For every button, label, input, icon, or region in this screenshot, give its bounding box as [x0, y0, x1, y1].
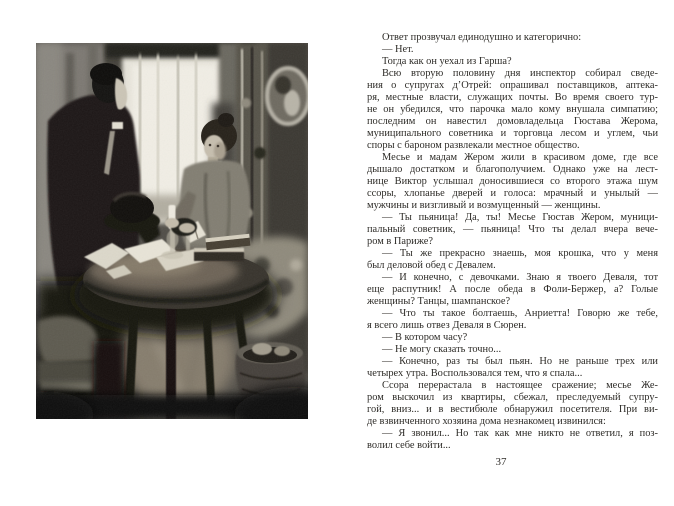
text-line: Месье и мадам Жером жили в красивом доме, где все: [382, 152, 658, 163]
text-line: муниципального советника и торговца лесом и углем, чьи: [367, 128, 658, 139]
text-line: — Конечно, раз ты был пьян. Но не раньше трех или: [382, 356, 658, 367]
text-line: последним он навестил домовладельца Гюстава Жерома,: [367, 116, 658, 127]
text-line: ря, местные власти, служащих почты. Во время своего тур-: [367, 92, 658, 103]
illustration-painting: [36, 43, 308, 419]
text-line: еще распутник! А после обеда в Фоли-Бержер, а? Голые: [367, 284, 658, 295]
text-line: — Ты же прекрасно знаешь, моя крошка, что у меня: [382, 248, 658, 259]
text-line: — Нет.: [382, 44, 414, 55]
text-line: — Я звонил... Но так как мне никто не ответил, я поз-: [382, 428, 658, 439]
text-line: ром выскочил из квартиры, сбежал, преследуемый супру-: [367, 392, 658, 403]
text-column: [367, 32, 658, 452]
paint-grain: [36, 43, 308, 419]
text-line: женщины? Танцы, шампанское?: [367, 296, 511, 307]
text-line: не он убедился, что парочка мало кому внушала симпатию;: [367, 104, 658, 115]
text-line: — Ты пьяница! Да, ты! Месье Гюстав Жером, муници-: [382, 212, 658, 223]
text-line: — И конечно, с девочками. Знаю я твоего Деваля, тот: [382, 272, 658, 283]
text-line: — Что ты такое болтаешь, Анриетта! Говорю же тебе,: [382, 308, 658, 319]
page-number: 37: [495, 456, 507, 468]
illustration: [36, 43, 308, 419]
text-line: Ссора перерастала в настоящее сражение; месье Же-: [382, 380, 658, 391]
text-line: пальный советник, — пьяница! Что ты делал вчера вече-: [367, 224, 658, 235]
text-line: — В котором часу?: [382, 332, 468, 343]
text-line: нице Виктор услышал доносившиеся со второго этажа шум: [367, 176, 658, 187]
text-line: волил себе войти...: [367, 440, 451, 451]
text-line: — Не могу сказать точно...: [382, 344, 502, 355]
text-line: ния о супругах д’Отрей: опрашивал поставщиков, аптека-: [367, 80, 658, 91]
text-line: ссоры, хлопанье дверей и голоса: мрачный и унылый —: [367, 188, 658, 199]
text-line: был деловой обед с Девалем.: [367, 260, 496, 271]
text-line: Тогда как он уехал из Гарша?: [382, 56, 512, 67]
text-line: де взвинченного хозяина дома незнакомец извинился:: [367, 416, 606, 427]
text-line: гой, вниз... и в вестибюле обнаружил посетителя. При ви-: [367, 404, 658, 415]
text-line: четырех утра. Воспользовался тем, что я спала...: [367, 368, 583, 379]
text-line: ром в Париже?: [367, 236, 434, 247]
text-line: мужчины и визгливый и возмущенный — женщины.: [367, 200, 601, 211]
text-line: дышало достатком и благополучием. Однако уже на лест-: [367, 164, 658, 175]
text-line: я всего лишь отвез Деваля в Сюрен.: [367, 320, 527, 331]
text-line: Всю вторую половину дня инспектор собирал сведе-: [382, 68, 658, 79]
text-line: споры с бароном развлекали местное общество.: [367, 140, 580, 151]
text-line: Ответ прозвучал единодушно и категорично:: [382, 32, 582, 43]
